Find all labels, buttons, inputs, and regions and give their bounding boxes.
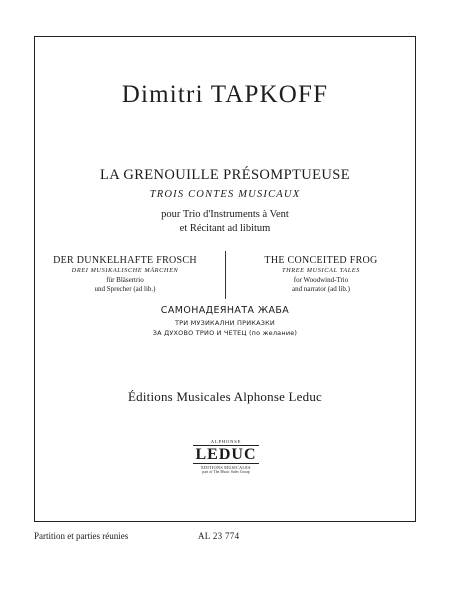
english-line-2: and narrator (ad lib.) (292, 285, 350, 293)
english-subtitle: THREE MUSICAL TALES (282, 267, 360, 274)
bulgarian-title: САМОНАДЕЯНАТА ЖАБА (160, 305, 290, 316)
title-page-frame (34, 36, 416, 522)
instrumentation-line-2: et Récitant ad libitum (179, 223, 271, 234)
english-title: THE CONCEITED FROG (264, 255, 378, 266)
leduc-logo (187, 439, 265, 474)
work-title: LA GRENOUILLE PRÉSOMPTUEUSE (99, 167, 351, 183)
german-line-2: und Sprecher (ad lib.) (94, 285, 156, 293)
catalog-number: AL 23 774 (198, 531, 240, 541)
column-divider (225, 251, 226, 299)
logo-small-text: part of The Music Sales Group (202, 470, 250, 474)
german-subtitle: DREI MUSIKALISCHE MÄRCHEN (71, 267, 179, 274)
bulgarian-instrumentation: ЗА ДУХОВО ТРИО И ЧЕТЕЦ (по желание) (152, 329, 298, 337)
german-title-block (45, 255, 205, 294)
work-subtitle: TROIS CONTES MUSICAUX (149, 189, 301, 200)
logo-rule-bottom (193, 463, 259, 464)
german-line-1: für Bläsertrio (106, 276, 144, 284)
english-line-1: for Woodwind-Trio (293, 276, 349, 284)
logo-sub-text: EDITIONS MUSICALES (201, 465, 251, 470)
logo-main-text: LEDUC (195, 446, 257, 463)
english-title-block (241, 255, 401, 294)
instrumentation-line-1: pour Trio d'Instruments à Vent (161, 209, 289, 220)
bulgarian-subtitle: ТРИ МУЗИКАЛНИ ПРИКАЗКИ (175, 319, 275, 327)
edition-note: Partition et parties réunies (34, 531, 129, 541)
german-title: DER DUNKELHAFTE FROSCH (53, 255, 197, 266)
composer-name: Dimitri TAPKOFF (121, 81, 329, 108)
publisher-name: Éditions Musicales Alphonse Leduc (128, 389, 322, 404)
logo-top-text: ALPHONSE (210, 439, 242, 444)
